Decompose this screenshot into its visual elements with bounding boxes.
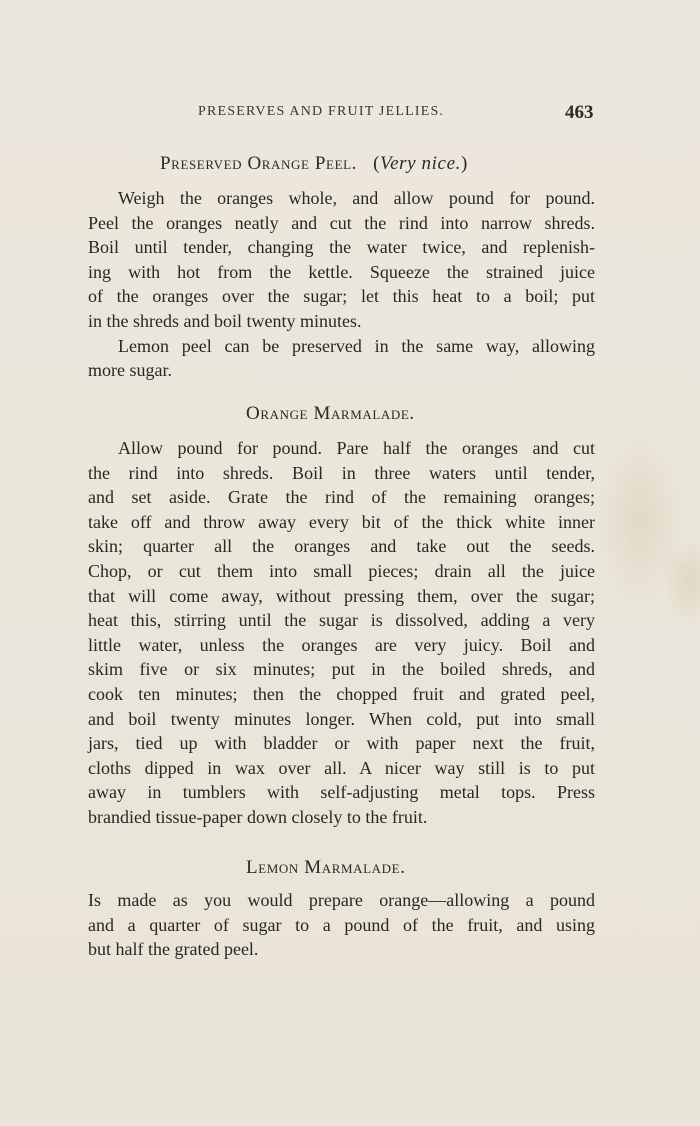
text-line: Weigh the oranges whole, and allow pound for pound. <box>118 188 595 208</box>
running-head: PRESERVES AND FRUIT JELLIES. <box>198 104 445 119</box>
text-line: Chop, or cut them into small pieces; drain all the juice <box>88 560 595 581</box>
text-line: in the shreds and boil twenty minutes. <box>88 310 362 331</box>
text-line: cook ten minutes; then the chopped fruit and grated peel, <box>88 683 595 704</box>
page-number: 463 <box>565 102 594 123</box>
text-line: the rind into shreds. Boil in three waters until tender, <box>88 462 595 483</box>
text-line: Allow pound for pound. Pare half the oranges and cut <box>118 438 595 458</box>
section-title: Preserved Orange Peel. <box>160 153 358 174</box>
text-line: of the oranges over the sugar; let this heat to a boil; put <box>88 286 595 307</box>
section-heading-lemon-marmalade <box>246 857 406 879</box>
text-line: brandied tissue-paper down closely to the fruit. <box>88 806 428 827</box>
text-line: more sugar. <box>88 360 172 381</box>
section-heading-preserved-orange-peel <box>160 153 468 175</box>
section-note: (Very nice.) <box>373 153 468 174</box>
text-line: ing with hot from the kettle. Squeeze the strained juice <box>88 261 595 282</box>
section-title: Lemon Marmalade. <box>246 857 406 878</box>
text-line: but half the grated peel. <box>88 939 259 960</box>
text-line: jars, tied up with bladder or with paper next the fruit, <box>88 733 595 754</box>
text-line: and boil twenty minutes longer. When cold, put into small <box>88 708 595 729</box>
text-line: skin; quarter all the oranges and take out the seeds. <box>88 536 595 557</box>
text-line: and a quarter of sugar to a pound of the fruit, and using <box>88 914 595 935</box>
paragraph-orange-marmalade <box>88 436 595 830</box>
text-line: and set aside. Grate the rind of the remaining oranges; <box>88 487 595 508</box>
text-line: Lemon peel can be preserved in the same way, allowing <box>118 335 595 356</box>
text-line: skim five or six minutes; put in the boiled shreds, and <box>88 659 595 680</box>
text-line: take off and throw away every bit of the thick white inner <box>88 511 595 532</box>
text-line: Boil until tender, changing the water twice, and replenish- <box>88 237 595 258</box>
text-line: that will come away, without pressing them, over the sugar; <box>88 585 595 606</box>
paragraph-preserved-orange-peel <box>88 186 595 383</box>
section-title: Orange Marmalade. <box>246 403 415 424</box>
text-line: heat this, stirring until the sugar is dissolved, adding a very <box>88 610 595 631</box>
text-line: cloths dipped in wax over all. A nicer way still is to put <box>88 757 595 778</box>
text-line: away in tumblers with self-adjusting metal tops. Press <box>88 782 595 803</box>
text-line: Is made as you would prepare orange—allowing a pound <box>88 890 595 910</box>
text-line: little water, unless the oranges are very juicy. Boil and <box>88 634 595 655</box>
paragraph-lemon-marmalade <box>88 888 595 962</box>
text-line: Peel the oranges neatly and cut the rind into narrow shreds. <box>88 212 595 233</box>
section-heading-orange-marmalade <box>246 403 415 425</box>
